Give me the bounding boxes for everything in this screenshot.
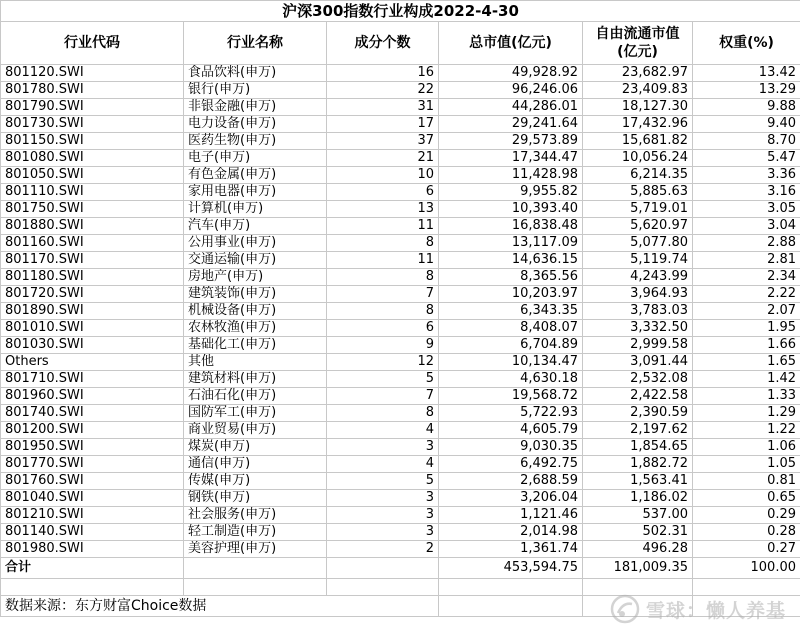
cell-total-mv: 10,134.47 [439,354,583,371]
cell-count: 8 [327,235,439,252]
cell-weight: 3.04 [693,218,800,235]
empty-cell [1,579,184,596]
cell-float-mv: 5,077.80 [583,235,693,252]
cell-weight: 0.81 [693,473,800,490]
cell-float-mv: 3,332.50 [583,320,693,337]
cell-count: 12 [327,354,439,371]
table-row [1,303,800,320]
cell-total-mv: 29,573.89 [439,133,583,150]
cell-total-mv: 16,838.48 [439,218,583,235]
header-name: 行业名称 [184,22,327,65]
empty-cell [693,579,800,596]
cell-float-mv: 5,719.01 [583,201,693,218]
cell-count: 3 [327,507,439,524]
table-row [1,524,800,541]
cell-float-mv: 3,091.44 [583,354,693,371]
cell-count: 13 [327,201,439,218]
cell-weight: 1.05 [693,456,800,473]
cell-code: 801760.SWI [1,473,184,490]
cell-name: 家用电器(申万) [184,184,327,201]
total-float-mv: 181,009.35 [583,558,693,579]
cell-code: 801750.SWI [1,201,184,218]
cell-float-mv: 2,532.08 [583,371,693,388]
cell-float-mv: 5,119.74 [583,252,693,269]
header-count: 成分个数 [327,22,439,65]
cell-weight: 9.40 [693,116,800,133]
cell-name: 传媒(申万) [184,473,327,490]
cell-total-mv: 9,030.35 [439,439,583,456]
cell-name: 通信(申万) [184,456,327,473]
table-row [1,235,800,252]
blank-row [1,579,800,596]
cell-code: 801730.SWI [1,116,184,133]
cell-name: 有色金属(申万) [184,167,327,184]
cell-code: 801770.SWI [1,456,184,473]
cell-float-mv: 18,127.30 [583,99,693,116]
table-row [1,439,800,456]
empty-cell [184,558,327,579]
cell-count: 22 [327,82,439,99]
cell-weight: 2.34 [693,269,800,286]
cell-float-mv: 17,432.96 [583,116,693,133]
cell-total-mv: 11,428.98 [439,167,583,184]
table-row [1,337,800,354]
cell-count: 17 [327,116,439,133]
cell-weight: 3.36 [693,167,800,184]
table-row [1,269,800,286]
cell-code: 801890.SWI [1,303,184,320]
source-note: 数据来源：东方财富Choice数据 [1,596,439,617]
cell-total-mv: 13,117.09 [439,235,583,252]
cell-name: 国防军工(申万) [184,405,327,422]
cell-weight: 0.29 [693,507,800,524]
cell-float-mv: 1,186.02 [583,490,693,507]
table-row [1,82,800,99]
cell-total-mv: 8,408.07 [439,320,583,337]
table-row [1,184,800,201]
cell-float-mv: 3,783.03 [583,303,693,320]
cell-count: 8 [327,405,439,422]
cell-count: 11 [327,252,439,269]
cell-weight: 1.42 [693,371,800,388]
cell-name: 汽车(申万) [184,218,327,235]
title-row [1,1,800,22]
cell-total-mv: 10,393.40 [439,201,583,218]
cell-weight: 2.88 [693,235,800,252]
header-float-mv: 自由流通市值(亿元) [583,22,693,65]
cell-count: 7 [327,286,439,303]
total-label: 合计 [1,558,184,579]
cell-count: 8 [327,303,439,320]
cell-name: 银行(申万) [184,82,327,99]
cell-weight: 0.65 [693,490,800,507]
cell-code: 801030.SWI [1,337,184,354]
cell-count: 7 [327,388,439,405]
cell-code: 801720.SWI [1,286,184,303]
cell-count: 21 [327,150,439,167]
cell-count: 37 [327,133,439,150]
cell-weight: 1.65 [693,354,800,371]
cell-name: 基础化工(申万) [184,337,327,354]
table-row [1,286,800,303]
cell-name: 食品饮料(申万) [184,65,327,82]
cell-name: 公用事业(申万) [184,235,327,252]
header-row [1,22,800,65]
cell-code: 801200.SWI [1,422,184,439]
cell-name: 房地产(申万) [184,269,327,286]
cell-code: 801950.SWI [1,439,184,456]
cell-total-mv: 5,722.93 [439,405,583,422]
cell-weight: 2.07 [693,303,800,320]
table-row [1,150,800,167]
empty-cell [583,596,693,617]
cell-count: 4 [327,456,439,473]
watermark-text: 雪球：懒人养基 [645,599,786,622]
cell-float-mv: 15,681.82 [583,133,693,150]
cell-name: 其他 [184,354,327,371]
cell-float-mv: 5,885.63 [583,184,693,201]
cell-total-mv: 10,203.97 [439,286,583,303]
cell-float-mv: 1,563.41 [583,473,693,490]
cell-weight: 1.95 [693,320,800,337]
empty-cell [327,579,439,596]
cell-code: 801110.SWI [1,184,184,201]
table-row [1,320,800,337]
cell-name: 煤炭(申万) [184,439,327,456]
cell-float-mv: 23,682.97 [583,65,693,82]
empty-cell [327,558,439,579]
empty-cell [439,596,583,617]
cell-code: 801050.SWI [1,167,184,184]
table-row [1,201,800,218]
empty-cell [583,579,693,596]
cell-float-mv: 2,390.59 [583,405,693,422]
table-row [1,507,800,524]
cell-name: 医药生物(申万) [184,133,327,150]
cell-weight: 9.88 [693,99,800,116]
cell-code: 801120.SWI [1,65,184,82]
cell-count: 10 [327,167,439,184]
table-row [1,218,800,235]
cell-code: 801780.SWI [1,82,184,99]
cell-float-mv: 4,243.99 [583,269,693,286]
cell-count: 5 [327,371,439,388]
empty-cell [439,579,583,596]
cell-code: 801140.SWI [1,524,184,541]
cell-total-mv: 1,121.46 [439,507,583,524]
cell-code: 801210.SWI [1,507,184,524]
cell-weight: 0.28 [693,524,800,541]
cell-code: 801960.SWI [1,388,184,405]
cell-total-mv: 2,014.98 [439,524,583,541]
cell-float-mv: 502.31 [583,524,693,541]
cell-total-mv: 17,344.47 [439,150,583,167]
cell-total-mv: 44,286.01 [439,99,583,116]
cell-float-mv: 2,197.62 [583,422,693,439]
cell-code: 801740.SWI [1,405,184,422]
cell-name: 农林牧渔(申万) [184,320,327,337]
cell-weight: 13.29 [693,82,800,99]
cell-count: 6 [327,184,439,201]
cell-count: 2 [327,541,439,558]
cell-weight: 5.47 [693,150,800,167]
cell-weight: 3.05 [693,201,800,218]
cell-total-mv: 1,361.74 [439,541,583,558]
cell-code: 801980.SWI [1,541,184,558]
cell-total-mv: 14,636.15 [439,252,583,269]
cell-code: 801160.SWI [1,235,184,252]
table-row [1,541,800,558]
cell-float-mv: 6,214.35 [583,167,693,184]
header-code: 行业代码 [1,22,184,65]
table-row [1,422,800,439]
cell-count: 3 [327,524,439,541]
cell-name: 美容护理(申万) [184,541,327,558]
cell-count: 3 [327,490,439,507]
empty-cell [693,596,800,617]
cell-total-mv: 3,206.04 [439,490,583,507]
cell-code: 801710.SWI [1,371,184,388]
table-row [1,371,800,388]
cell-total-mv: 29,241.64 [439,116,583,133]
cell-float-mv: 23,409.83 [583,82,693,99]
table-row [1,388,800,405]
cell-count: 3 [327,439,439,456]
total-total-mv: 453,594.75 [439,558,583,579]
cell-weight: 1.29 [693,405,800,422]
table-row [1,456,800,473]
cell-weight: 8.70 [693,133,800,150]
table-row [1,354,800,371]
cell-weight: 0.27 [693,541,800,558]
table-row [1,252,800,269]
cell-code: 801180.SWI [1,269,184,286]
cell-name: 建筑材料(申万) [184,371,327,388]
cell-code: 801790.SWI [1,99,184,116]
cell-weight: 1.22 [693,422,800,439]
table-row [1,473,800,490]
cell-count: 16 [327,65,439,82]
total-weight: 100.00 [693,558,800,579]
table-row [1,167,800,184]
cell-weight: 1.06 [693,439,800,456]
cell-float-mv: 10,056.24 [583,150,693,167]
cell-name: 机械设备(申万) [184,303,327,320]
cell-total-mv: 6,492.75 [439,456,583,473]
table-row [1,133,800,150]
header-total-mv: 总市值(亿元) [439,22,583,65]
cell-count: 9 [327,337,439,354]
cell-weight: 3.16 [693,184,800,201]
cell-count: 5 [327,473,439,490]
cell-name: 建筑装饰(申万) [184,286,327,303]
cell-weight: 1.66 [693,337,800,354]
cell-name: 电力设备(申万) [184,116,327,133]
cell-code: 801880.SWI [1,218,184,235]
cell-float-mv: 5,620.97 [583,218,693,235]
cell-code: Others [1,354,184,371]
cell-float-mv: 1,882.72 [583,456,693,473]
cell-weight: 13.42 [693,65,800,82]
cell-total-mv: 2,688.59 [439,473,583,490]
table-row [1,99,800,116]
cell-count: 31 [327,99,439,116]
source-row [1,596,800,617]
cell-float-mv: 2,422.58 [583,388,693,405]
table-row [1,490,800,507]
cell-total-mv: 4,605.79 [439,422,583,439]
cell-total-mv: 6,343.35 [439,303,583,320]
cell-code: 801150.SWI [1,133,184,150]
cell-total-mv: 96,246.06 [439,82,583,99]
cell-name: 商业贸易(申万) [184,422,327,439]
cell-name: 交通运输(申万) [184,252,327,269]
cell-count: 4 [327,422,439,439]
table-title: 沪深300指数行业构成2022-4-30 [1,1,800,22]
cell-weight: 1.33 [693,388,800,405]
cell-name: 社会服务(申万) [184,507,327,524]
cell-name: 钢铁(申万) [184,490,327,507]
total-row [1,558,800,579]
header-weight: 权重(%) [693,22,800,65]
cell-weight: 2.81 [693,252,800,269]
cell-count: 11 [327,218,439,235]
cell-total-mv: 8,365.56 [439,269,583,286]
cell-float-mv: 3,964.93 [583,286,693,303]
cell-name: 电子(申万) [184,150,327,167]
table-row [1,116,800,133]
cell-total-mv: 4,630.18 [439,371,583,388]
cell-code: 801080.SWI [1,150,184,167]
cell-float-mv: 496.28 [583,541,693,558]
cell-name: 轻工制造(申万) [184,524,327,541]
cell-name: 非银金融(申万) [184,99,327,116]
cell-float-mv: 537.00 [583,507,693,524]
cell-name: 石油石化(申万) [184,388,327,405]
cell-code: 801010.SWI [1,320,184,337]
cell-count: 6 [327,320,439,337]
table-row [1,65,800,82]
cell-code: 801170.SWI [1,252,184,269]
cell-weight: 2.22 [693,286,800,303]
cell-float-mv: 1,854.65 [583,439,693,456]
cell-count: 8 [327,269,439,286]
cell-total-mv: 9,955.82 [439,184,583,201]
empty-cell [184,579,327,596]
cell-float-mv: 2,999.58 [583,337,693,354]
cell-code: 801040.SWI [1,490,184,507]
cell-total-mv: 6,704.89 [439,337,583,354]
cell-name: 计算机(申万) [184,201,327,218]
cell-total-mv: 49,928.92 [439,65,583,82]
cell-total-mv: 19,568.72 [439,388,583,405]
table-row [1,405,800,422]
